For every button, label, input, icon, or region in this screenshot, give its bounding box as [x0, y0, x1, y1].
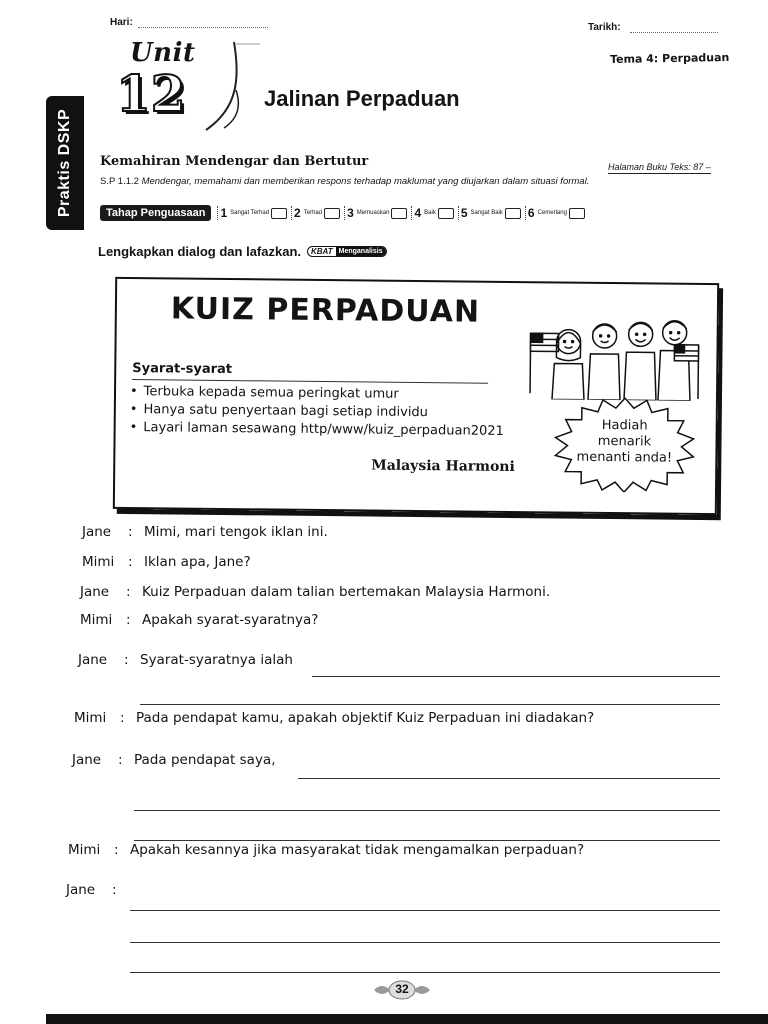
dialogue-line	[82, 524, 328, 540]
tahap-level	[344, 206, 407, 220]
burst-line: menarik	[597, 433, 652, 450]
level-label: Terhad	[303, 210, 323, 216]
page-number-badge	[372, 980, 432, 1000]
speaker-name: Mimi	[82, 554, 115, 570]
side-tab-label: Praktis DSKP	[56, 108, 74, 218]
burst-line: Hadiah	[601, 417, 648, 434]
level-checkbox[interactable]	[324, 208, 340, 219]
tahap-level	[458, 206, 521, 220]
dialogue-line	[82, 554, 251, 570]
instruction-text: Lengkapkan dialog dan lafazkan.	[98, 244, 301, 259]
children-with-flags-illustration	[524, 313, 705, 401]
speaker-name: Jane	[72, 752, 102, 768]
answer-line[interactable]	[130, 910, 720, 911]
speaker-colon: :	[120, 710, 125, 726]
dialogue-text: Apakah syarat-syaratnya?	[142, 612, 319, 628]
tahap-penguasaan	[100, 205, 589, 221]
tahap-title: Tahap Penguasaan	[100, 205, 211, 221]
tahap-level	[291, 206, 340, 220]
unit-title: Jalinan Perpaduan	[264, 86, 460, 111]
dialogue-line	[66, 882, 128, 898]
level-number: 6	[527, 206, 535, 220]
dialogue-line	[68, 842, 584, 858]
rule-item: • Hanya satu penyertaan bagi setiap individu	[130, 401, 504, 423]
speaker-name: Jane	[66, 882, 96, 898]
level-number: 4	[414, 206, 422, 220]
answer-line[interactable]	[134, 840, 720, 841]
level-label: Sangat Baik	[470, 210, 503, 216]
standard-pembelajaran	[100, 176, 589, 187]
dialogue-text: Iklan apa, Jane?	[144, 554, 251, 570]
level-number: 5	[460, 206, 468, 220]
dialogue-line	[72, 752, 276, 768]
level-number: 2	[294, 206, 301, 220]
poster-title: KUIZ PERPADUAN	[170, 291, 481, 330]
level-label: Cemerlang	[537, 210, 567, 216]
unit-divider-arc	[200, 38, 260, 134]
tahap-level	[217, 206, 287, 220]
dialogue-text: Kuiz Perpaduan dalam talian bertemakan Malaysia Harmoni.	[142, 584, 551, 600]
tarikh-field[interactable]	[630, 32, 718, 33]
hari-field[interactable]	[138, 27, 268, 28]
dialogue-line	[74, 710, 594, 726]
level-checkbox[interactable]	[569, 208, 585, 219]
answer-line[interactable]	[134, 810, 720, 811]
speaker-name: Mimi	[80, 612, 113, 628]
level-label: Memuaskan	[356, 210, 390, 216]
level-number: 1	[220, 206, 228, 220]
level-checkbox[interactable]	[391, 208, 407, 219]
tahap-level	[411, 206, 453, 220]
page-number: 32	[395, 982, 409, 996]
kuiz-poster	[113, 277, 719, 515]
answer-line[interactable]	[298, 778, 720, 779]
poster-slogan: Malaysia Harmoni	[371, 457, 515, 476]
speaker-colon: :	[126, 584, 131, 600]
dialogue-text: Pada pendapat saya,	[134, 752, 276, 768]
tema-label: Tema 4: Perpaduan	[609, 50, 730, 67]
level-checkbox[interactable]	[438, 208, 454, 219]
kbat-badge	[307, 246, 387, 257]
dialogue-text: Syarat-syaratnya ialah	[140, 652, 293, 668]
level-label: Baik	[424, 210, 436, 216]
speaker-name: Mimi	[74, 710, 107, 726]
speaker-colon: :	[118, 752, 123, 768]
skill-title: Kemahiran Mendengar dan Bertutur	[100, 154, 369, 169]
answer-line[interactable]	[130, 942, 720, 943]
bottom-bar	[46, 1014, 768, 1024]
hari-label: Hari:	[110, 17, 133, 28]
unit-number: 12	[116, 64, 186, 123]
level-checkbox[interactable]	[505, 208, 521, 219]
tarikh-label: Tarikh:	[588, 22, 621, 33]
speaker-name: Mimi	[68, 842, 101, 858]
dialogue-line	[80, 612, 318, 628]
rules-list	[130, 383, 505, 441]
speaker-colon: :	[114, 842, 119, 858]
burst-line: menanti anda!	[576, 449, 673, 466]
speaker-colon: :	[112, 882, 117, 898]
answer-line[interactable]	[130, 972, 720, 973]
kbat-label: KBAT	[311, 247, 333, 256]
dialogue-text: Mimi, mari tengok iklan ini.	[144, 524, 328, 540]
instruction	[98, 244, 387, 259]
kbat-skill: Menganalisis	[336, 247, 386, 256]
unit-word: Unit	[130, 38, 196, 68]
dialogue-text: Apakah kesannya jika masyarakat tidak mengamalkan perpaduan?	[130, 842, 585, 858]
speaker-name: Jane	[82, 524, 112, 540]
dialogue-text: Pada pendapat kamu, apakah objektif Kuiz Perpaduan ini diadakan?	[136, 710, 595, 726]
speaker-name: Jane	[78, 652, 108, 668]
dialogue-line	[80, 584, 550, 600]
speaker-colon: :	[128, 524, 133, 540]
prize-starburst	[551, 395, 698, 493]
rule-item: • Layari laman sesawang http/www/kuiz_perpaduan2021	[130, 419, 504, 441]
sp-code: S.P 1.1.2	[100, 176, 139, 187]
answer-line[interactable]	[312, 676, 720, 677]
speaker-colon: :	[124, 652, 129, 668]
level-checkbox[interactable]	[271, 208, 287, 219]
level-number: 3	[347, 206, 354, 220]
speaker-colon: :	[128, 554, 133, 570]
starburst-text	[551, 417, 697, 467]
rule-item: • Terbuka kepada semua peringkat umur	[130, 383, 504, 405]
sp-text: Mendengar, memahami dan memberikan respons terhadap maklumat yang diujarkan dalam situasi formal.	[141, 176, 590, 187]
level-label: Sangat Terhad	[230, 210, 270, 216]
speaker-colon: :	[126, 612, 131, 628]
halaman-buku-teks: Halaman Buku Teks: 87 –	[608, 162, 711, 172]
tahap-level	[525, 206, 585, 220]
syarat-heading: Syarat-syarat	[132, 361, 233, 378]
dialogue-line	[78, 652, 293, 668]
answer-line[interactable]	[140, 704, 720, 705]
speaker-name: Jane	[80, 584, 110, 600]
side-tab-praktis-dskp	[46, 96, 84, 230]
